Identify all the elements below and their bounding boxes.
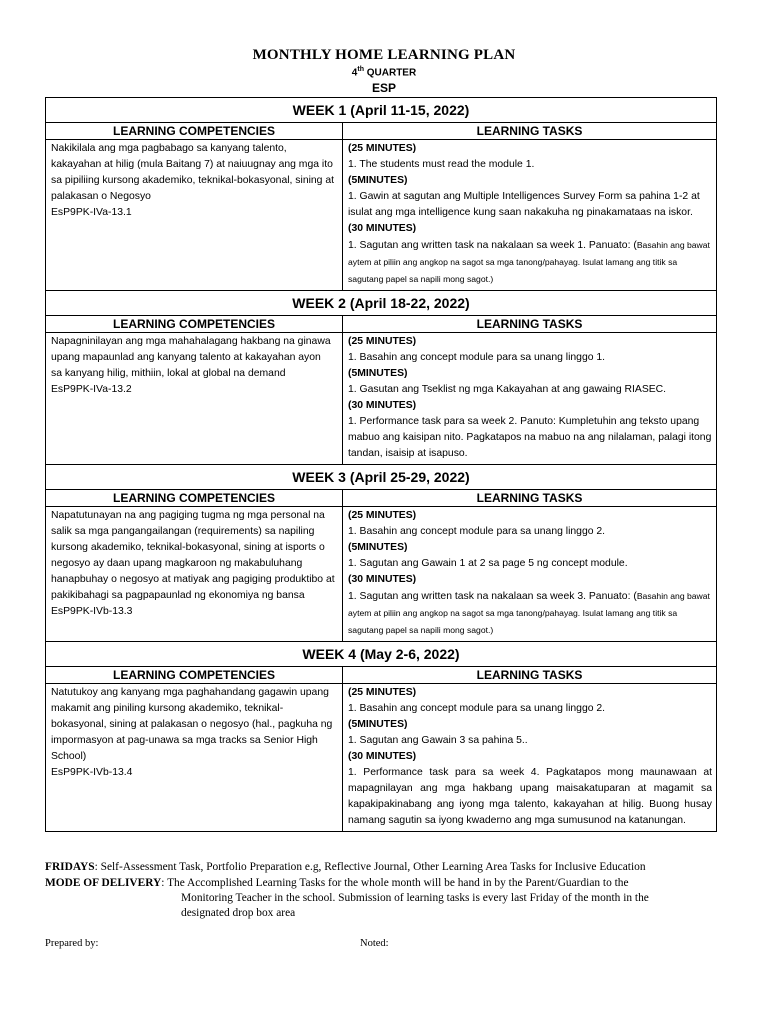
week-title: WEEK 1 (April 11-15, 2022): [46, 98, 717, 123]
quarter-word: QUARTER: [366, 67, 417, 79]
competencies-header: LEARNING COMPETENCIES: [46, 123, 343, 140]
task-text: 1. Basahin ang concept module para sa unang linggo 2.: [348, 526, 606, 537]
competency-cell: [46, 507, 343, 642]
competency-text: Napagninilayan ang mga mahahalagang hakbang na ginawa upang mapaunlad ang kanyang talento at kakayahan ayon sa kanyang hilig, mithiin, lokal at global na demand: [51, 336, 331, 379]
fridays-note: [45, 860, 745, 875]
competency-code: EsP9PK-IVa-13.1: [51, 207, 132, 218]
competency-text: Nakikilala ang mga pagbabago sa kanyang talento, kakayahan at hilig (mula Baitang 7) at naiuugnay ang mga ito sa pipiliing kursong akademiko, teknikal-bokasyonal, sining at palakasan o Negosyo: [51, 143, 335, 202]
week-title: WEEK 3 (April 25-29, 2022): [46, 465, 717, 490]
competency-cell: [46, 684, 343, 832]
tasks-cell: [343, 684, 717, 832]
competency-code: EsP9PK-IVb-13.4: [51, 767, 133, 778]
tasks-header: LEARNING TASKS: [343, 123, 717, 140]
column-header-row: [46, 316, 717, 333]
task-duration: (30 MINUTES): [348, 574, 417, 585]
competency-code: EsP9PK-IVa-13.2: [51, 384, 132, 395]
competency-text: Natutukoy ang kanyang mga paghahandang gagawin upang makamit ang piniling kursong akademiko, teknikal-bokasyonal, sining at palakasan o negosyo (hal., pagkuha ng impormasyon at pag-unawa sa mga tracks sa Senior High School): [51, 687, 333, 762]
tasks-header: LEARNING TASKS: [343, 316, 717, 333]
task-text: 1. Sagutan ang written task na nakalaan sa week 3. Panuato: (: [348, 591, 637, 602]
quarter-suffix: th: [357, 66, 364, 73]
quarter-label: [0, 66, 768, 78]
competency-cell: [46, 333, 343, 465]
task-text: 1. Basahin ang concept module para sa unang linggo 1.: [348, 352, 606, 363]
fridays-text: : Self-Assessment Task, Portfolio Preparation e.g, Reflective Journal, Other Learning Area Tasks for Inclusive Education: [94, 861, 646, 873]
task-text: 1. Sagutan ang Gawain 3 sa pahina 5..: [348, 735, 528, 746]
task-text: 1. Sagutan ang written task na nakalaan sa week 1. Panuato: (: [348, 240, 637, 251]
learning-plan-table: [45, 97, 717, 832]
task-duration: (5MINUTES): [348, 542, 408, 553]
competencies-header: LEARNING COMPETENCIES: [46, 667, 343, 684]
task-text: 1. The students must read the module 1.: [348, 159, 535, 170]
tasks-header: LEARNING TASKS: [343, 667, 717, 684]
delivery-text-line3: designated drop box area: [181, 907, 296, 919]
column-header-row: [46, 667, 717, 684]
learning-plan-body: [46, 98, 717, 832]
week-header-row: [46, 291, 717, 316]
task-duration: (30 MINUTES): [348, 751, 417, 762]
competency-cell: [46, 140, 343, 291]
task-duration: (30 MINUTES): [348, 400, 417, 411]
competency-code: EsP9PK-IVb-13.3: [51, 606, 133, 617]
fridays-label: FRIDAYS: [45, 861, 95, 873]
week-content-row: [46, 333, 717, 465]
week-title: WEEK 2 (April 18-22, 2022): [46, 291, 717, 316]
noted-label: Noted:: [360, 938, 389, 949]
task-item: [348, 237, 712, 288]
delivery-text-line1: : The Accomplished Learning Tasks for the whole month will be hand in by the Parent/Guardian to the: [161, 877, 629, 889]
prepared-by-label: Prepared by:: [45, 938, 99, 949]
task-item: [348, 588, 712, 639]
task-duration: (25 MINUTES): [348, 143, 417, 154]
task-duration: (25 MINUTES): [348, 510, 417, 521]
week-content-row: [46, 507, 717, 642]
week-title: WEEK 4 (May 2-6, 2022): [46, 642, 717, 667]
competencies-header: LEARNING COMPETENCIES: [46, 316, 343, 333]
competency-text: Napatutunayan na ang pagiging tugma ng mga personal na salik sa mga pangangailangan (requirements) sa napiling kursong akademiko, teknikal-bokasyonal, sining at isports o negosyo ay daan upang magkaroon ng makabuluhang hanapbuhay o negosyo at matiyak ang pagiging produktibo at pakikibahagi sa pagpapaunlad ng ekonomiya ng bansa: [51, 510, 335, 601]
task-duration: (5MINUTES): [348, 368, 408, 379]
column-header-row: [46, 490, 717, 507]
week-content-row: [46, 140, 717, 291]
column-header-row: [46, 123, 717, 140]
delivery-label: MODE OF DELIVERY: [45, 877, 162, 889]
tasks-cell: [343, 333, 717, 465]
quarter-number: 4: [351, 67, 358, 79]
task-text: 1. Gawin at sagutan ang Multiple Intelligences Survey Form sa pahina 1-2 at isulat ang mga intelligence kung saan nakakuha ng pinakamataas na iskor.: [348, 191, 700, 218]
task-duration: (25 MINUTES): [348, 336, 417, 347]
tasks-cell: [343, 507, 717, 642]
task-text: 1. Sagutan ang Gawain 1 at 2 sa page 5 ng concept module.: [348, 558, 628, 569]
task-text: 1. Gasutan ang Tseklist ng mga Kakayahan at ang gawaing RIASEC.: [348, 384, 667, 395]
week-header-row: [46, 98, 717, 123]
subject-label: ESP: [371, 81, 396, 95]
delivery-text-line2: Monitoring Teacher in the school. Submission of learning tasks is every last Friday of the month in the: [181, 892, 649, 904]
task-duration: (25 MINUTES): [348, 687, 417, 698]
task-note: Basahin ang bawat aytem at piliin ang angkop na sagot sa mga tanong/pahayag. Isulat lamang ang titik sa sagutang papel sa napili mong sagot.): [348, 591, 710, 635]
week-content-row: [46, 684, 717, 832]
tasks-cell: [343, 140, 717, 291]
mode-of-delivery: [45, 876, 725, 921]
task-text: 1. Performance task para sa week 2. Panuto: Kumpletuhin ang teksto upang mabuo ang kaisipan nito. Pagkatapos na mabuo na ang nilalaman, palagi itong tandan, isaisip at isapuso.: [348, 416, 712, 459]
document-title: MONTHLY HOME LEARNING PLAN: [252, 47, 516, 63]
task-duration: (5MINUTES): [348, 175, 408, 186]
task-text: 1. Basahin ang concept module para sa unang linggo 2.: [348, 703, 606, 714]
tasks-header: LEARNING TASKS: [343, 490, 717, 507]
task-note: Basahin ang bawat aytem at piliin ang angkop na sagot sa mga tanong/pahayag. Isulat lamang ang titik sa sagutang papel sa napili mong sagot.): [348, 240, 710, 284]
competencies-header: LEARNING COMPETENCIES: [46, 490, 343, 507]
task-text: 1. Performance task para sa week 4. Pagkatapos mong maunawaan at mapagnilayan ang mga hakbang upang maisakatuparan at magamit sa kapakipakinabang ang iyong mga talento, kakayahan at hilig. Buong husay namang sagutin sa iyong kwaderno ang mga sumusunod na katanungan.: [348, 767, 712, 826]
task-duration: (30 MINUTES): [348, 223, 417, 234]
task-duration: (5MINUTES): [348, 719, 408, 730]
week-header-row: [46, 465, 717, 490]
week-header-row: [46, 642, 717, 667]
